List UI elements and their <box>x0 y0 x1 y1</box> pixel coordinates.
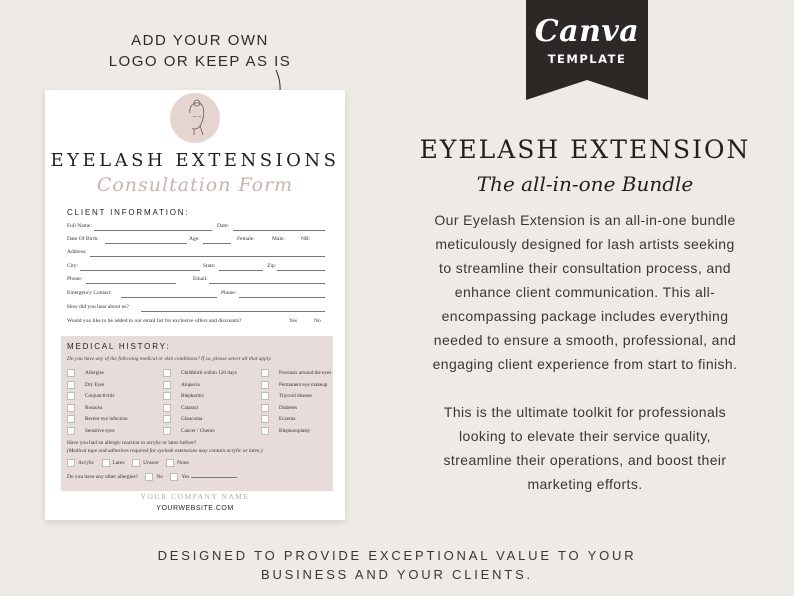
form-title: EYELASH EXTENSIONS <box>50 150 340 171</box>
paragraph-line: to streamline their consultation process, and <box>439 260 731 276</box>
paragraph-line: marketing efforts. <box>527 476 643 492</box>
condition-checkbox: Conjunctivitis <box>67 392 114 400</box>
condition-checkbox: Cataract <box>163 404 198 412</box>
reaction-question: Have you had an allergic reaction to acrylic or latex before? <box>67 440 197 446</box>
other-allergies: Do you have any other allergies? No Yes <box>67 473 237 481</box>
condition-checkbox: Rosacea <box>67 404 102 412</box>
row-emergency: Emergency Contact: Phone: <box>67 290 325 300</box>
condition-checkbox: Psoriasis around the eyes <box>261 369 331 377</box>
medical-heading: MEDICAL HISTORY: <box>67 342 171 351</box>
condition-checkbox: Cancer / Chemo <box>163 427 215 435</box>
tagline <box>60 546 734 584</box>
consultation-form-preview <box>45 90 345 520</box>
condition-checkbox: Blepharitis <box>163 392 204 400</box>
description-paragraph-2 <box>400 400 770 496</box>
row-email-list: Would you like to be added to our email list for exclusive offers and discounts? Yes No <box>67 318 321 324</box>
row-address: Address: <box>67 249 325 259</box>
tagline-line-1: DESIGNED TO PROVIDE EXCEPTIONAL VALUE TO YOUR <box>157 548 637 563</box>
row-phone: Phone: Email: <box>67 276 325 286</box>
paragraph-line: needed to ensure a smooth, professional, and <box>433 332 737 348</box>
paragraph-line: enhance client communication. This all- <box>454 284 716 300</box>
paragraph-line: Our Eyelash Extension is an all-in-one bundle <box>434 212 736 228</box>
medical-history-section <box>61 336 333 491</box>
paragraph-line: encompassing package includes everything <box>441 308 729 324</box>
paragraph-line: engaging client experience from start to finish. <box>432 356 738 372</box>
badge-label: TEMPLATE <box>547 52 627 66</box>
condition-checkbox: Sensitive eyes <box>67 427 115 435</box>
caption-line-2: LOGO OR KEEP AS IS <box>108 53 292 70</box>
paragraph-line: meticulously designed for lash artists seeking <box>435 236 735 252</box>
paragraph-line: streamline their operations, and boost their <box>443 452 727 468</box>
condition-checkbox: Recent eye infection <box>67 415 128 423</box>
logo-caption <box>105 30 295 72</box>
condition-checkbox: Glaucoma <box>163 415 202 423</box>
condition-checkbox: Blepharoplasty <box>261 427 310 435</box>
condition-checkbox: Allergies <box>67 369 104 377</box>
website: YOURWEBSITE.COM <box>156 505 234 512</box>
condition-checkbox: Diabetes <box>261 404 297 412</box>
condition-checkbox: Thyroid disease <box>261 392 312 400</box>
canva-template-badge <box>526 0 648 100</box>
paragraph-line: This is the ultimate toolkit for professionals <box>443 404 727 420</box>
condition-checkbox: Permanent eye makeup <box>261 381 327 389</box>
row-hear: How did you hear about us? <box>67 304 325 314</box>
bundle-subtitle: The all-in-one Bundle <box>476 172 694 196</box>
logo-placeholder <box>170 93 220 143</box>
reaction-note: (Medical tape and adhesives required for eyelash extensions may contain acrylic or latex.) <box>67 448 263 454</box>
condition-checkbox: Eczema <box>261 415 295 423</box>
tagline-line-2: BUSINESS AND YOUR CLIENTS. <box>261 567 533 582</box>
condition-checkbox: Alopecia <box>163 381 200 389</box>
woman-face-icon <box>170 93 220 143</box>
description-paragraph-1 <box>400 208 770 376</box>
row-city: City: State: Zip: <box>67 263 325 273</box>
condition-checkbox: Childbirth within 120 days <box>163 369 237 377</box>
row-full-name: Full Name: Date: <box>67 223 325 233</box>
condition-checkbox: Dry Eyes <box>67 381 104 389</box>
paragraph-line: looking to elevate their service quality, <box>459 428 711 444</box>
form-subtitle: Consultation Form <box>96 174 294 196</box>
caption-line-1: ADD YOUR OWN <box>131 32 269 49</box>
medical-note: Do you have any of the following medical or skin conditions? If so, please select all that apply. <box>67 356 272 362</box>
client-info-heading: CLIENT INFORMATION: <box>67 208 190 217</box>
reaction-options: Acrylic Latex Unsure None <box>67 459 189 467</box>
row-dob: Date Of Birth: Age: Female: Male: NB: <box>67 236 311 242</box>
badge-brand: Canva <box>534 14 640 49</box>
bundle-title: EYELASH EXTENSION <box>419 135 751 164</box>
company-name: YOUR COMPANY NAME <box>140 492 250 501</box>
